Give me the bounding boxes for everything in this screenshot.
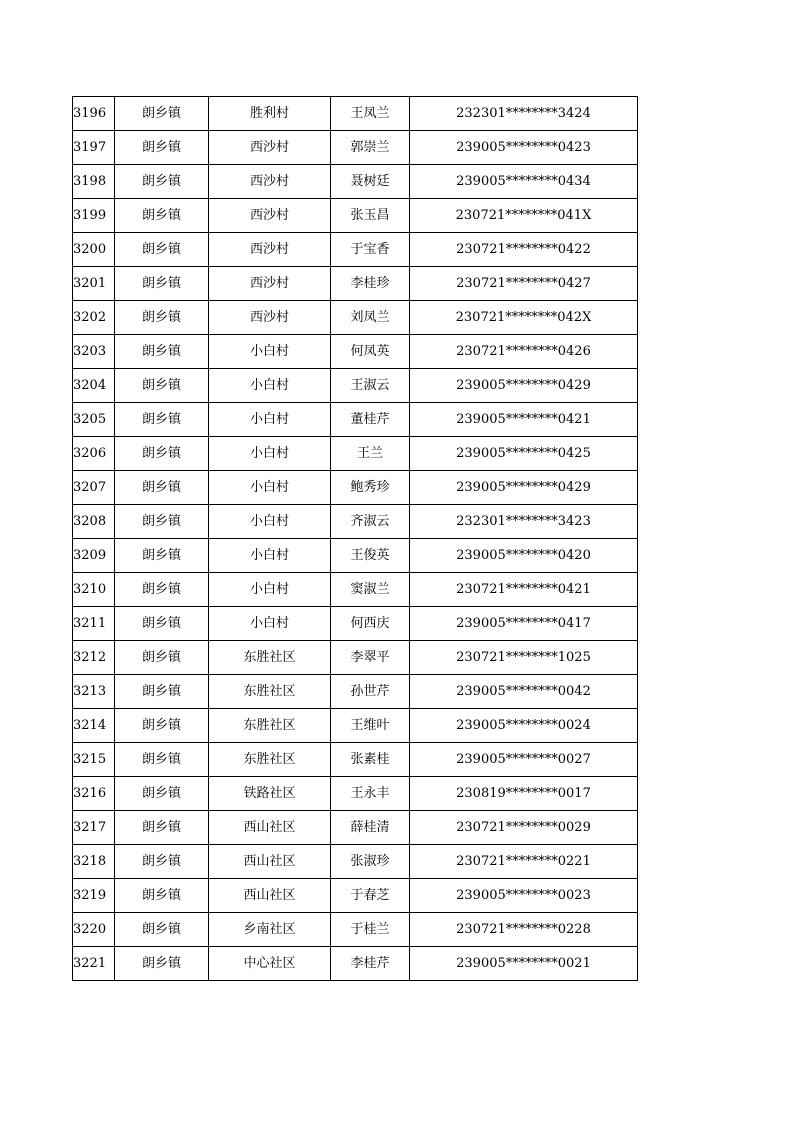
row-number: 3206 <box>73 437 115 471</box>
village-cell: 西沙村 <box>209 233 331 267</box>
person-name-cell: 何西庆 <box>331 607 410 641</box>
person-name-cell: 张淑珍 <box>331 845 410 879</box>
table-row <box>73 675 638 709</box>
row-number: 3208 <box>73 505 115 539</box>
table-row <box>73 573 638 607</box>
id-number-cell: 230721********1025 <box>410 641 638 675</box>
table-row <box>73 471 638 505</box>
row-number: 3221 <box>73 947 115 981</box>
row-number: 3210 <box>73 573 115 607</box>
id-number-cell: 230721********0221 <box>410 845 638 879</box>
person-name-cell: 王维叶 <box>331 709 410 743</box>
row-number: 3215 <box>73 743 115 777</box>
table-row <box>73 131 638 165</box>
row-number: 3205 <box>73 403 115 437</box>
id-number-cell: 239005********0429 <box>410 369 638 403</box>
id-number-cell: 239005********0042 <box>410 675 638 709</box>
roster-table-body <box>73 97 638 981</box>
table-row <box>73 913 638 947</box>
person-name-cell: 聂树廷 <box>331 165 410 199</box>
row-number: 3209 <box>73 539 115 573</box>
village-cell: 小白村 <box>209 335 331 369</box>
row-number: 3217 <box>73 811 115 845</box>
village-cell: 小白村 <box>209 471 331 505</box>
town-cell: 朗乡镇 <box>115 267 209 301</box>
table-row <box>73 607 638 641</box>
table-row <box>73 947 638 981</box>
id-number-cell: 239005********0434 <box>410 165 638 199</box>
id-number-cell: 239005********0021 <box>410 947 638 981</box>
table-row <box>73 641 638 675</box>
person-name-cell: 窦淑兰 <box>331 573 410 607</box>
table-row <box>73 743 638 777</box>
row-number: 3201 <box>73 267 115 301</box>
id-number-cell: 239005********0027 <box>410 743 638 777</box>
village-cell: 乡南社区 <box>209 913 331 947</box>
village-cell: 西山社区 <box>209 845 331 879</box>
town-cell: 朗乡镇 <box>115 233 209 267</box>
person-name-cell: 张素桂 <box>331 743 410 777</box>
person-name-cell: 王淑云 <box>331 369 410 403</box>
village-cell: 小白村 <box>209 607 331 641</box>
town-cell: 朗乡镇 <box>115 539 209 573</box>
town-cell: 朗乡镇 <box>115 709 209 743</box>
person-name-cell: 于桂兰 <box>331 913 410 947</box>
village-cell: 西沙村 <box>209 267 331 301</box>
row-number: 3199 <box>73 199 115 233</box>
village-cell: 中心社区 <box>209 947 331 981</box>
table-row <box>73 811 638 845</box>
id-number-cell: 230721********0421 <box>410 573 638 607</box>
table-row <box>73 505 638 539</box>
id-number-cell: 239005********0425 <box>410 437 638 471</box>
person-name-cell: 李桂珍 <box>331 267 410 301</box>
person-name-cell: 王凤兰 <box>331 97 410 131</box>
table-row <box>73 403 638 437</box>
person-name-cell: 李桂芹 <box>331 947 410 981</box>
id-number-cell: 239005********0417 <box>410 607 638 641</box>
town-cell: 朗乡镇 <box>115 437 209 471</box>
id-number-cell: 230721********0422 <box>410 233 638 267</box>
id-number-cell: 239005********0420 <box>410 539 638 573</box>
person-name-cell: 王俊英 <box>331 539 410 573</box>
row-number: 3214 <box>73 709 115 743</box>
table-row <box>73 199 638 233</box>
id-number-cell: 239005********0024 <box>410 709 638 743</box>
person-name-cell: 张玉昌 <box>331 199 410 233</box>
town-cell: 朗乡镇 <box>115 607 209 641</box>
town-cell: 朗乡镇 <box>115 879 209 913</box>
village-cell: 西山社区 <box>209 811 331 845</box>
row-number: 3198 <box>73 165 115 199</box>
town-cell: 朗乡镇 <box>115 947 209 981</box>
person-name-cell: 薛桂清 <box>331 811 410 845</box>
village-cell: 东胜社区 <box>209 743 331 777</box>
town-cell: 朗乡镇 <box>115 573 209 607</box>
town-cell: 朗乡镇 <box>115 641 209 675</box>
village-cell: 西山社区 <box>209 879 331 913</box>
id-number-cell: 239005********0423 <box>410 131 638 165</box>
id-number-cell: 230721********0228 <box>410 913 638 947</box>
person-name-cell: 王永丰 <box>331 777 410 811</box>
village-cell: 小白村 <box>209 505 331 539</box>
person-name-cell: 郭崇兰 <box>331 131 410 165</box>
town-cell: 朗乡镇 <box>115 743 209 777</box>
table-row <box>73 369 638 403</box>
village-cell: 小白村 <box>209 369 331 403</box>
id-number-cell: 230721********0029 <box>410 811 638 845</box>
row-number: 3212 <box>73 641 115 675</box>
town-cell: 朗乡镇 <box>115 811 209 845</box>
town-cell: 朗乡镇 <box>115 97 209 131</box>
town-cell: 朗乡镇 <box>115 777 209 811</box>
table-row <box>73 335 638 369</box>
table-row <box>73 233 638 267</box>
village-cell: 西沙村 <box>209 301 331 335</box>
row-number: 3220 <box>73 913 115 947</box>
table-row <box>73 301 638 335</box>
person-name-cell: 董桂芹 <box>331 403 410 437</box>
town-cell: 朗乡镇 <box>115 675 209 709</box>
village-cell: 东胜社区 <box>209 641 331 675</box>
id-number-cell: 230721********0427 <box>410 267 638 301</box>
person-name-cell: 刘凤兰 <box>331 301 410 335</box>
person-name-cell: 于春芝 <box>331 879 410 913</box>
town-cell: 朗乡镇 <box>115 471 209 505</box>
id-number-cell: 239005********0429 <box>410 471 638 505</box>
id-number-cell: 230721********042X <box>410 301 638 335</box>
row-number: 3196 <box>73 97 115 131</box>
table-row <box>73 845 638 879</box>
town-cell: 朗乡镇 <box>115 301 209 335</box>
town-cell: 朗乡镇 <box>115 913 209 947</box>
table-row <box>73 777 638 811</box>
village-cell: 铁路社区 <box>209 777 331 811</box>
row-number: 3218 <box>73 845 115 879</box>
row-number: 3219 <box>73 879 115 913</box>
person-name-cell: 李翠平 <box>331 641 410 675</box>
person-name-cell: 齐淑云 <box>331 505 410 539</box>
town-cell: 朗乡镇 <box>115 505 209 539</box>
row-number: 3204 <box>73 369 115 403</box>
village-cell: 东胜社区 <box>209 675 331 709</box>
town-cell: 朗乡镇 <box>115 199 209 233</box>
town-cell: 朗乡镇 <box>115 845 209 879</box>
table-row <box>73 437 638 471</box>
table-row <box>73 539 638 573</box>
table-row <box>73 879 638 913</box>
person-name-cell: 鲍秀珍 <box>331 471 410 505</box>
town-cell: 朗乡镇 <box>115 131 209 165</box>
town-cell: 朗乡镇 <box>115 369 209 403</box>
village-cell: 西沙村 <box>209 165 331 199</box>
person-name-cell: 孙世芹 <box>331 675 410 709</box>
row-number: 3216 <box>73 777 115 811</box>
table-row <box>73 165 638 199</box>
id-number-cell: 232301********3424 <box>410 97 638 131</box>
row-number: 3202 <box>73 301 115 335</box>
id-number-cell: 239005********0023 <box>410 879 638 913</box>
row-number: 3211 <box>73 607 115 641</box>
row-number: 3203 <box>73 335 115 369</box>
town-cell: 朗乡镇 <box>115 403 209 437</box>
row-number: 3197 <box>73 131 115 165</box>
id-number-cell: 239005********0421 <box>410 403 638 437</box>
village-cell: 小白村 <box>209 539 331 573</box>
village-cell: 小白村 <box>209 403 331 437</box>
roster-table <box>72 96 638 981</box>
table-row <box>73 267 638 301</box>
row-number: 3207 <box>73 471 115 505</box>
village-cell: 小白村 <box>209 573 331 607</box>
town-cell: 朗乡镇 <box>115 335 209 369</box>
person-name-cell: 王兰 <box>331 437 410 471</box>
village-cell: 小白村 <box>209 437 331 471</box>
id-number-cell: 230819********0017 <box>410 777 638 811</box>
row-number: 3200 <box>73 233 115 267</box>
village-cell: 东胜社区 <box>209 709 331 743</box>
person-name-cell: 何凤英 <box>331 335 410 369</box>
town-cell: 朗乡镇 <box>115 165 209 199</box>
id-number-cell: 230721********041X <box>410 199 638 233</box>
table-row <box>73 709 638 743</box>
table-row <box>73 97 638 131</box>
village-cell: 西沙村 <box>209 131 331 165</box>
id-number-cell: 230721********0426 <box>410 335 638 369</box>
row-number: 3213 <box>73 675 115 709</box>
person-name-cell: 于宝香 <box>331 233 410 267</box>
village-cell: 西沙村 <box>209 199 331 233</box>
id-number-cell: 232301********3423 <box>410 505 638 539</box>
village-cell: 胜利村 <box>209 97 331 131</box>
